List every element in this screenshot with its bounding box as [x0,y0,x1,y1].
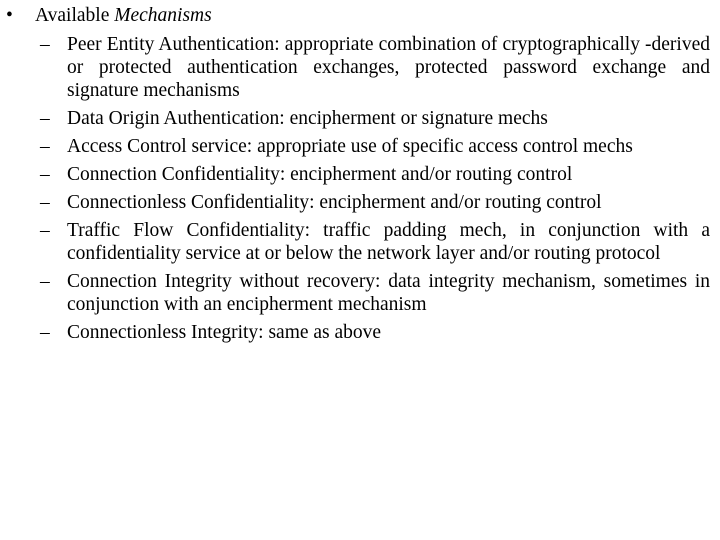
dash-icon: – [40,164,50,185]
dash-icon: – [40,271,50,292]
heading-prefix: Available [35,5,115,26]
list-item [40,321,710,344]
dash-icon: – [40,220,50,241]
list-item [40,270,710,316]
list-item [40,219,710,265]
mechanism-list [40,33,710,349]
list-item [40,33,710,102]
list-item [40,163,710,186]
list-item [40,135,710,158]
list-item-text: Traffic Flow Confidentiality: traffic padding mech, in conjunction with a confidentiality service at or below the network layer and/or routing protocol [67,220,710,264]
heading-emphasis: Mechanisms [114,5,212,26]
list-item [40,191,710,214]
dash-icon: – [40,322,50,343]
list-item-text: Connection Confidentiality: encipherment and/or routing control [67,164,573,185]
dash-icon: – [40,34,50,55]
list-item-text: Connectionless Integrity: same as above [67,322,382,343]
list-item-text: Connection Integrity without recovery: data integrity mechanism, sometimes in conjunction with an encipherment mechanism [67,271,710,315]
bullet-heading [35,4,212,28]
list-item-text: Peer Entity Authentication: appropriate combination of cryptographically -derived or protected authentication exchanges, protected password exchange and signature mechanisms [67,34,710,101]
list-item-text: Data Origin Authentication: encipherment or signature mechs [67,108,548,129]
list-item-text: Access Control service: appropriate use of specific access control mechs [67,136,633,157]
dash-icon: – [40,192,50,213]
dash-icon: – [40,108,50,129]
dash-icon: – [40,136,50,157]
bullet-icon: • [6,5,13,26]
list-item [40,107,710,130]
list-item-text: Connectionless Confidentiality: encipherment and/or routing control [67,192,602,213]
